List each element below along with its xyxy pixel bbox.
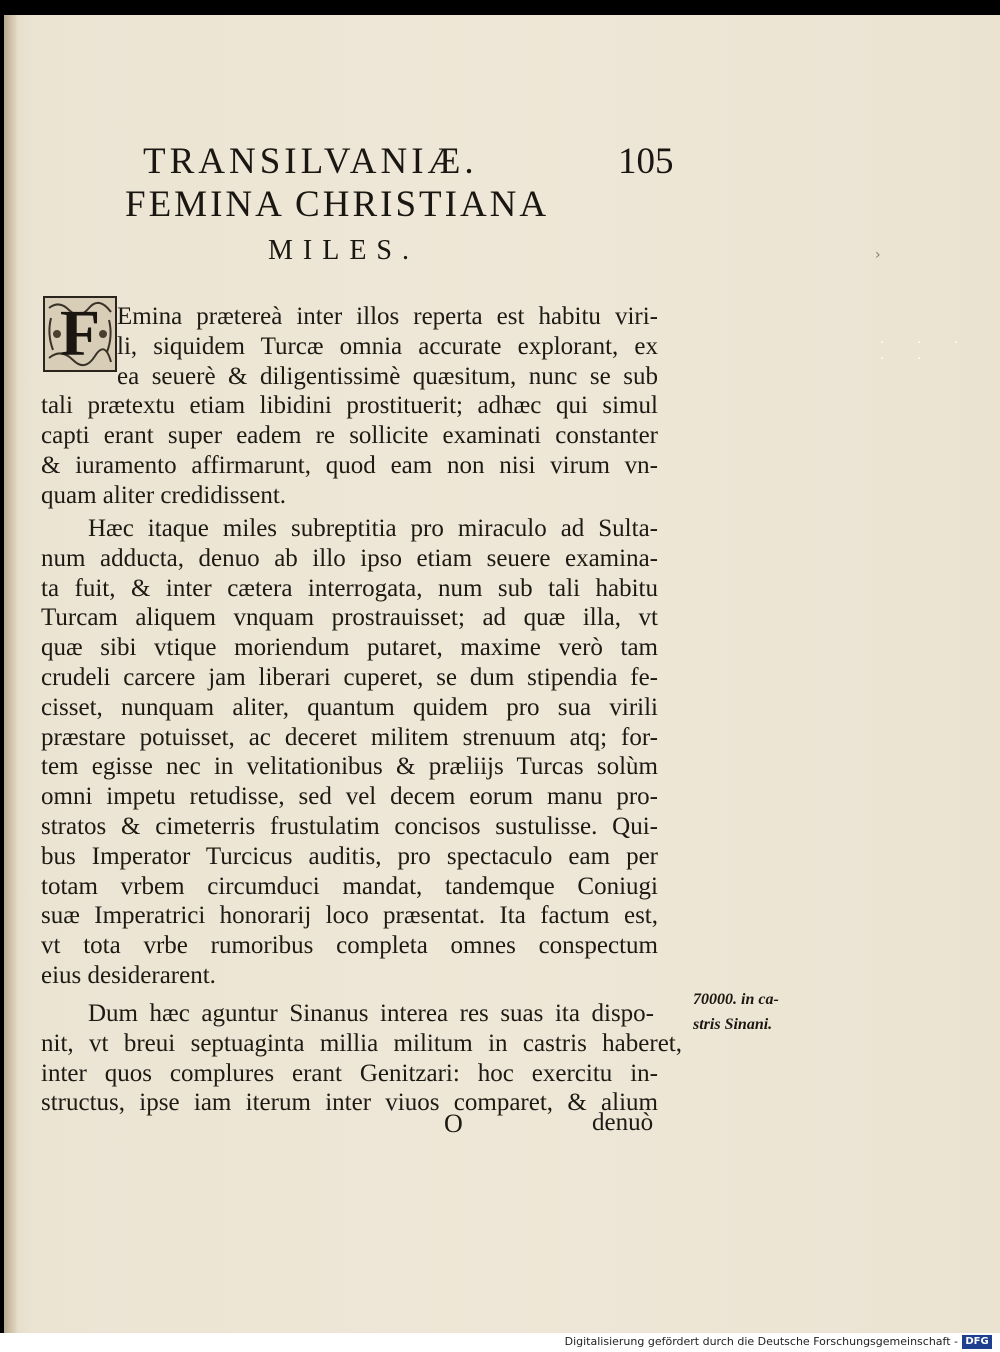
text-line: cisset, nunquam aliter, quantum quidem pro sua virili — [41, 694, 658, 721]
running-title: TRANSILVANIÆ. — [143, 141, 478, 182]
text-line: tem egisse nec in velitationibus & præliijs Turcas solùm — [41, 753, 658, 780]
book-page — [4, 15, 1000, 1333]
text-line: li, siquidem Turcæ omnia accurate explorant, ex — [117, 333, 658, 360]
scan-edge-dots: · · · · · — [880, 335, 973, 367]
page-number: 105 — [618, 141, 674, 182]
initial-letter: F — [59, 297, 101, 370]
text-line: crudeli carcere jam liberari cuperet, se dum stipendia fe- — [41, 664, 658, 691]
margin-tick: › — [875, 247, 881, 263]
signature-mark: O — [444, 1109, 463, 1138]
text-line: præstare potuisset, ac deceret militem strenuum atq; for- — [41, 724, 658, 751]
text-line: tali prætextu etiam libidini prostituerit; adhæc qui simul — [41, 392, 658, 419]
text-line: suæ Imperatrici honorarij loco præsentat. Ita factum est, — [41, 902, 658, 929]
text-line: ea seuerè & diligentissimè quæsitum, nunc se sub — [117, 363, 658, 390]
chapter-title-line-2: MILES. — [268, 235, 419, 266]
chapter-title-line-1: FEMINA CHRISTIANA — [125, 184, 550, 225]
footer-credit: Digitalisierung gefördert durch die Deutsche Forschungsgemeinschaft - — [564, 1335, 958, 1348]
text-line: stratos & cimeterris frustulatim concisos sustulisse. Qui- — [41, 813, 658, 840]
margin-note-line-2: stris Sinani. — [693, 1016, 773, 1033]
decorated-initial — [43, 296, 117, 372]
footer-bar — [0, 1333, 1000, 1352]
catchword: denuò — [592, 1109, 654, 1136]
text-line: quæ sibi vtique moriendum putaret, maxime verò tam — [41, 634, 658, 661]
dfg-logo: DFG — [962, 1335, 992, 1349]
text-line: quam aliter credidissent. — [41, 482, 287, 509]
margin-note-line-1: 70000. in ca- — [693, 991, 779, 1008]
text-line: & iuramento affirmarunt, quod eam non nisi virum vn- — [41, 452, 658, 479]
text-line: vt tota vrbe rumoribus completa omnes conspectum — [41, 932, 658, 959]
text-line: Emina prætereà inter illos reperta est habitu viri- — [117, 303, 658, 330]
text-line: structus, ipse iam iterum inter viuos comparet, & alium — [41, 1089, 658, 1116]
text-line: num adducta, denuo ab illo ipso etiam seuere examina- — [41, 545, 658, 572]
text-line: Turcam aliquem vnquam prostrauisset; ad quæ illa, vt — [41, 604, 658, 631]
text-line: Hæc itaque miles subreptitia pro miraculo ad Sulta- — [88, 515, 658, 542]
text-line: totam vrbem circumduci mandat, tandemque Coniugi — [41, 873, 658, 900]
text-line: eius desiderarent. — [41, 962, 216, 989]
text-line: ta fuit, & inter cætera interrogata, num sub tali habitu — [41, 575, 658, 602]
text-line: omni impetu retudisse, sed vel decem eorum manu pro- — [41, 783, 658, 810]
page-gutter — [4, 15, 18, 1333]
text-line: capti erant super eadem re sollicite examinati constanter — [41, 422, 658, 449]
text-line: nit, vt breui septuaginta millia militum in castris haberet, — [41, 1030, 682, 1057]
text-line: bus Imperator Turcicus auditis, pro spectaculo eam per — [41, 843, 658, 870]
text-line: Dum hæc aguntur Sinanus interea res suas ita dispo- — [88, 1000, 654, 1027]
text-line: inter quos complures erant Genitzari: hoc exercitu in- — [41, 1060, 658, 1087]
